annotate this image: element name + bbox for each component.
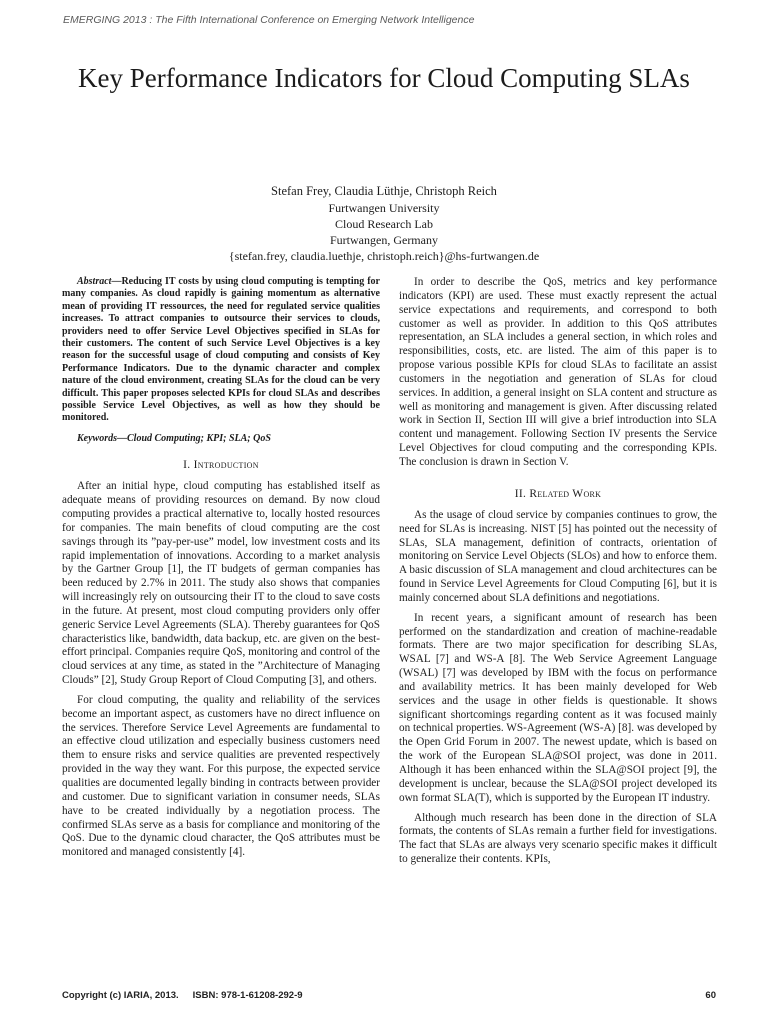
page-number: 60	[705, 990, 716, 1001]
paper-title: Key Performance Indicators for Cloud Computing SLAs	[78, 63, 690, 93]
author-names: Stefan Frey, Claudia Lüthje, Christoph Reich	[271, 184, 497, 198]
left-column	[62, 276, 380, 866]
intro-paragraph-1: After an initial hype, cloud computing has established itself as adequate means of providing resources on demand. By now cloud computing provides a practical alternative to, locally hosted resources for companies. The main benefits of cloud computing are the cost savings through its ”pay-per-use” model, low investment costs and its rapid implementation of innovations. According to a market analysis by the Gartner Group [1], the IT budgets of german companies has been reduced by 2.7% in 2011. The study also shows that companies will increasingly rely on outsourcing their IT to the cloud to save costs in the future. At present, most cloud computing providers only offer generic Service Level Agreements (SLA). Thereby guarantees for QoS characteristics like, bandwidth, data backup, etc. are given on the best-effort principal. Companies require QoS, monitoring and control of the cloud services at any time, as stated in the ”Architecture of Managing Clouds” [2], Study Group Report of Cloud Computing [3], and others.	[62, 480, 380, 687]
related-paragraph-3: Although much research has been done in the direction of SLA formats, the contents of SLAs remain a further field for investigations. The fact that SLAs are always very scenario specific makes it difficult to generalize their contents. KPIs,	[399, 811, 717, 866]
footer-copyright-line	[62, 990, 303, 1001]
running-head: EMERGING 2013 : The Fifth International Conference on Emerging Network Intelligence	[63, 14, 475, 26]
author-block	[140, 183, 628, 264]
related-paragraph-2: In recent years, a significant amount of research has been performed on the standardization and creation of machine-readable formats. There are two major specification for describing SLAs, WSAL [7] and WS-A [8]. The Web Service Agreement Language (WSAL) [7] was developed by IBM with the focus on performance and availability metrics. It has been mainly developed for Web services and the usage in other fields is questionable. It shows significant shortcomings regarding content as it was focused mainly on technical properties. WS-Agreement (WS-A) [8]. was developed by the Open Grid Forum in 2007. The newest update, which is based on the work of the European SLA@SOI project, was done in 2011. Although it has been enhanced within the SLA@SOI project [9], the development is unclear, because the SLA@SOI project developed its own format SLA(T), which is supported by the European IT industry.	[399, 611, 717, 804]
affiliation-location: Furtwangen, Germany	[330, 233, 438, 247]
abstract-label: Abstract	[77, 276, 112, 287]
affiliation-university: Furtwangen University	[328, 201, 440, 215]
abstract-text: —Reducing IT costs by using cloud computing is tempting for many companies. As cloud rapidly is gaining momentum as alternative mean of providing IT ressources, the need for regulated service qualities increases. To attract companies to outsource their services to clouds, providers need to offer Service Level Objectives specified in SLAs for their customers. The content of such Service Level Objectives is a key reason for the successful usage of cloud computing and consists of Key Performance Indicators. Due to the dynamic character and complex nature of the cloud environment, creating SLAs for the cloud can be very difficult. This paper proposes selected KPIs for cloud SLAs and describes possible Service Level Objectives, as well as how they should be monitored.	[62, 276, 380, 424]
keywords: Keywords—Cloud Computing; KPI; SLA; QoS	[77, 432, 271, 444]
footer-copyright: Copyright (c) IARIA, 2013.	[62, 990, 179, 1001]
section-heading-introduction: I. Introduction	[183, 459, 259, 472]
footer-isbn: ISBN: 978-1-61208-292-9	[192, 990, 303, 1001]
section-heading-related-work: II. Related Work	[514, 487, 602, 500]
intro-paragraph-3: In order to describe the QoS, metrics and key performance indicators (KPI) are used. These must exactly represent the actual service expectations and requirements, and correspond to both customer as well as provider. In addition to this QoS attributes representation, an SLA includes a general section, in which roles and responsibilities, costs, etc. are listed. The aim of this paper is to propose various possible KPIs for cloud SLAs to facilitate an assist customers in the negotiation and generation of SLAs for cloud services. In addition, a general insight on SLA content and structure as well as monitoring and management is given. After discussing related work in Section II, Section III will give a brief introduction into SLA content und management. Following Section IV presents the Service Level Objectives for cloud computing and the corresponding KPIs. The conclusion is drawn in Section V.	[399, 276, 717, 468]
intro-paragraph-2: For cloud computing, the quality and reliability of the services become an important aspect, as customers have no direct influence on the services. Therefore Service Level Agreements are fundamental to an effective cloud utilization and especially business customers need them to ensure risks and service qualities are prevented respectively provided in the way they want. For this purpose, the expected service qualities are documented legally binding in contracts between provider and customer. Due to significant variation in consumer needs, SLAs have to be created individually by a negotiation process. The confirmed SLAs serve as a basis for compliance and monitoring of the QoS. Due to the dynamic cloud character, the QoS attributes must be monitored and managed consistently [4].	[62, 693, 380, 859]
author-emails: {stefan.frey, claudia.luethje, christoph.reich}@hs-furtwangen.de	[228, 249, 540, 263]
abstract	[62, 276, 380, 425]
affiliation-lab: Cloud Research Lab	[335, 217, 433, 231]
right-column	[399, 276, 717, 873]
related-paragraph-1: As the usage of cloud service by companies continues to grow, the need for SLAs is increasing. NIST [5] has pointed out the necessity of SLAs, SLA management, definition of contracts, orientation of monitoring on Service Level Objects (SLOs) and how to enforce them. A basic discussion of SLA management and cloud architectures can be found in Service Level Agreements for Cloud Computing [6], but it is mainly concerned about SLA definitions and negotiations.	[399, 508, 717, 604]
